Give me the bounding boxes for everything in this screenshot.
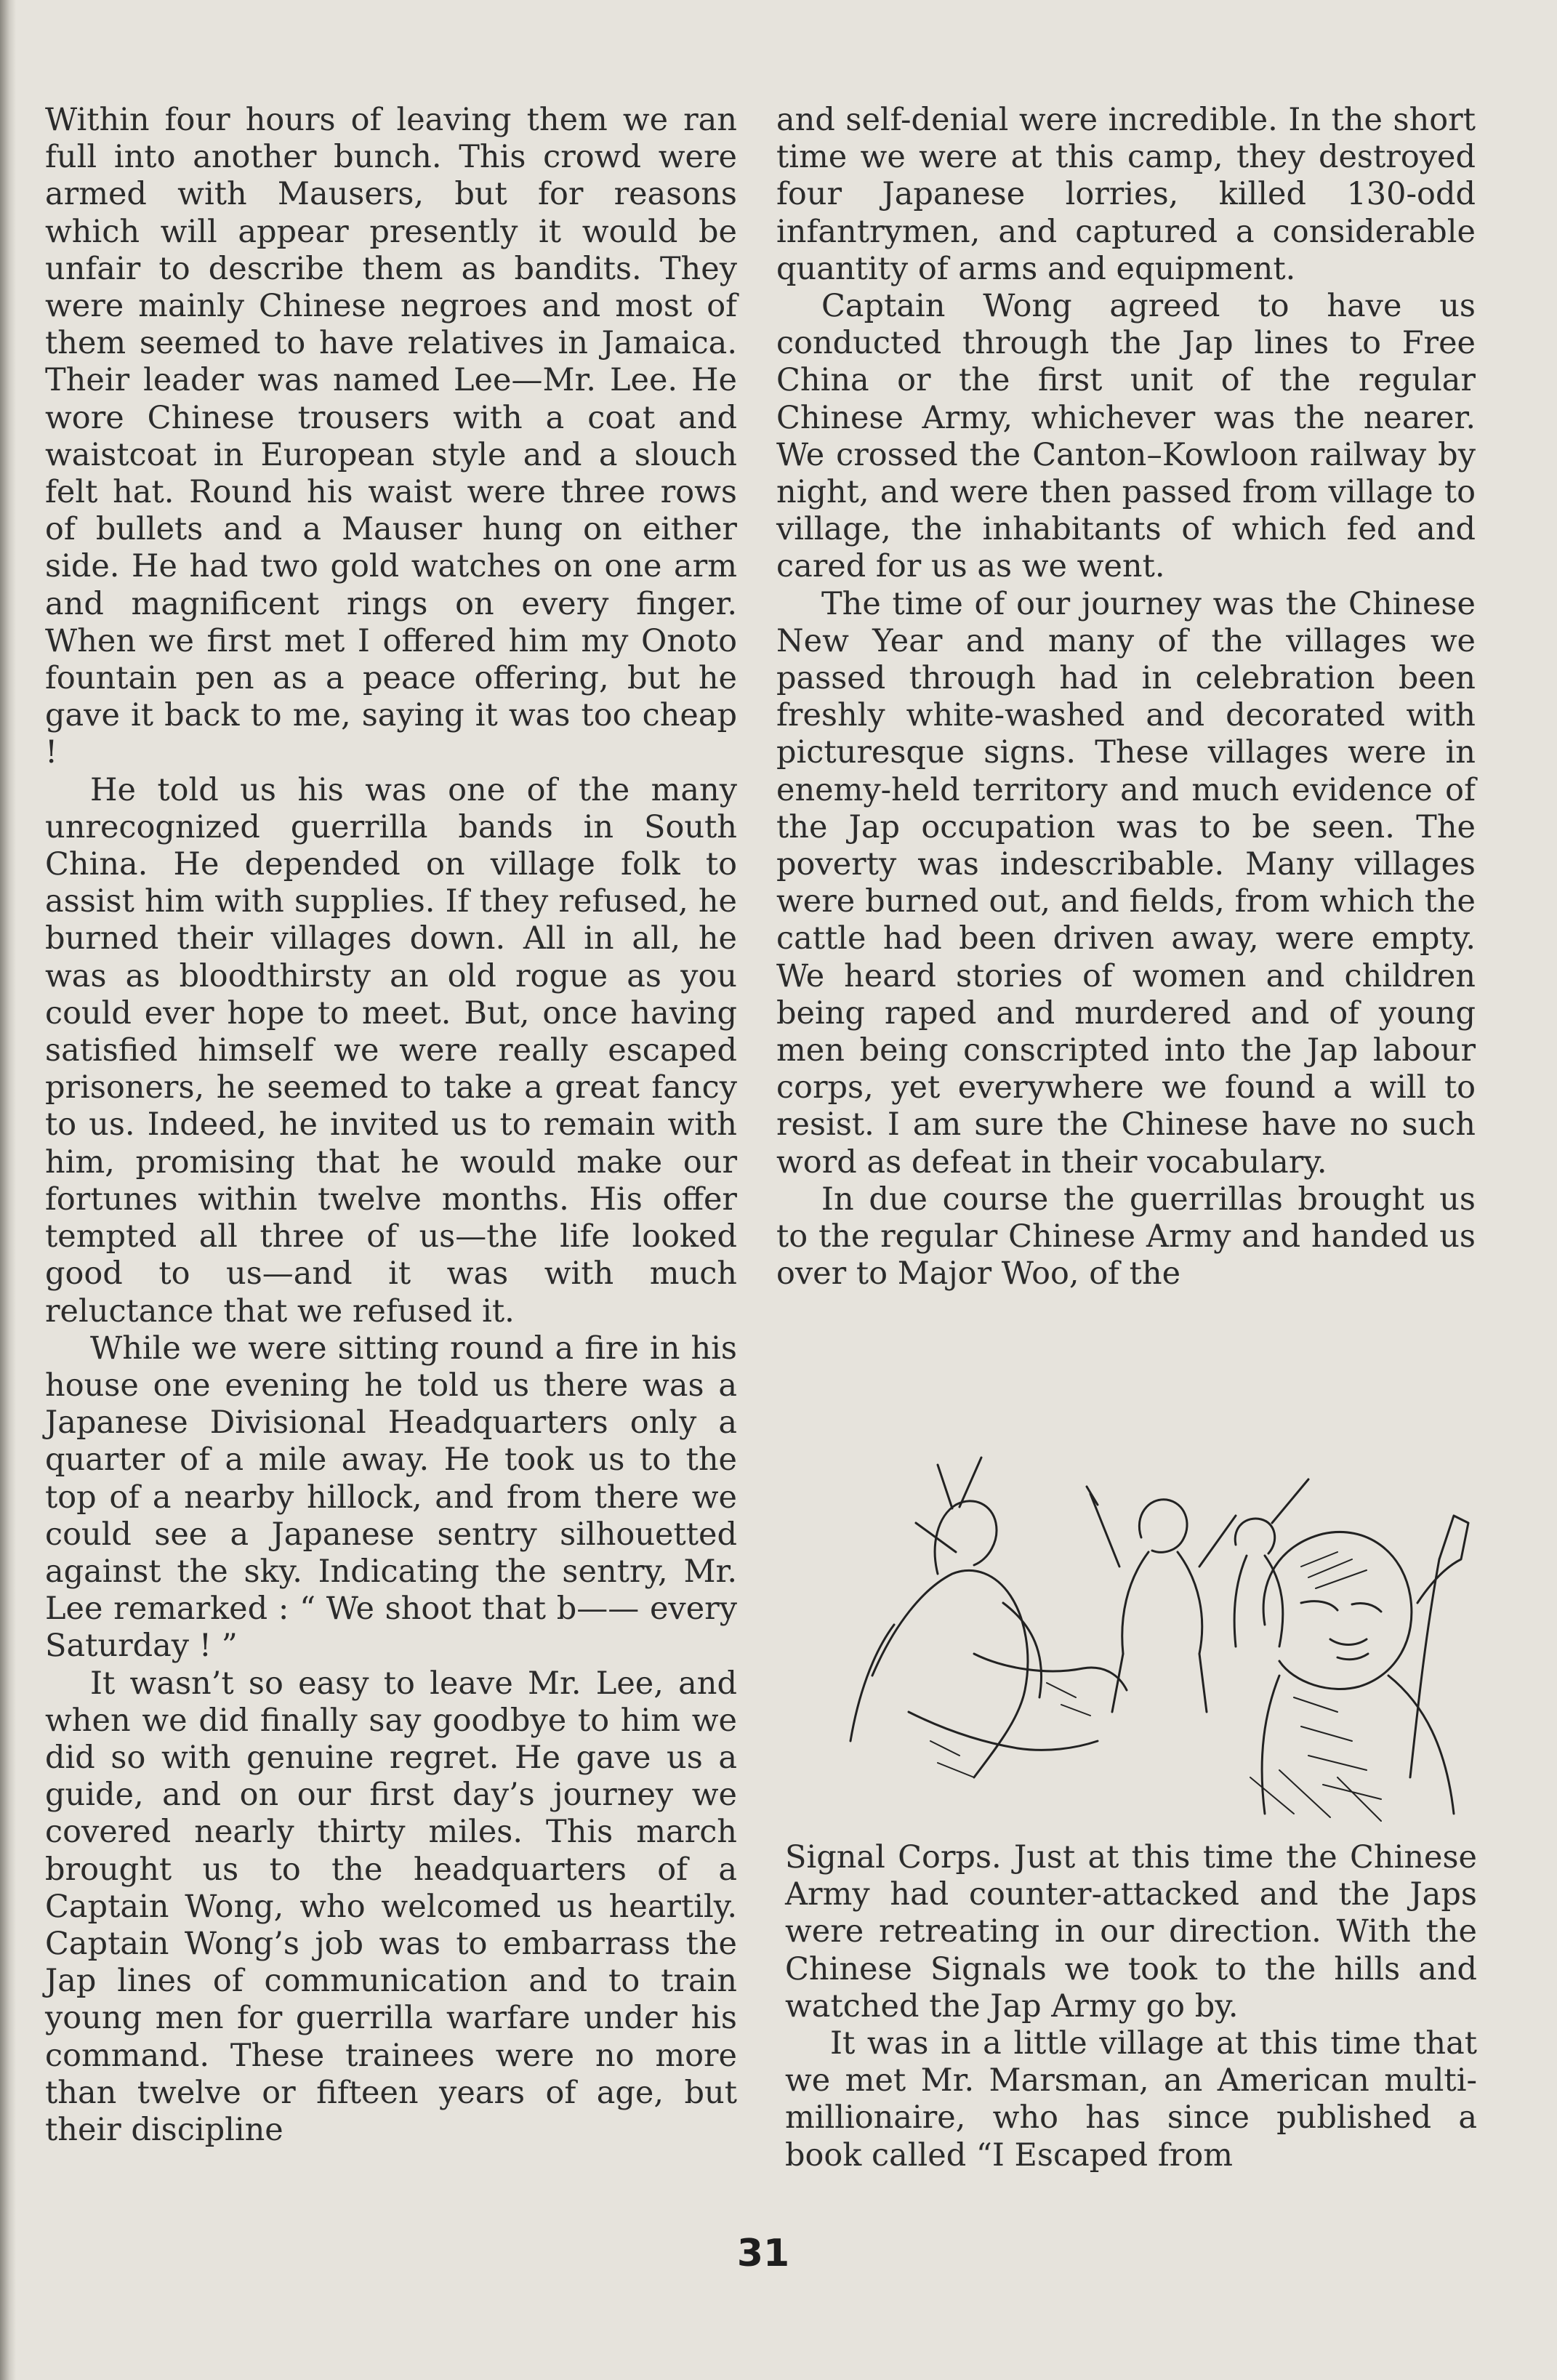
guerrilla-sketch-illustration <box>829 1436 1483 1832</box>
paragraph: Within four hours of leaving them we ran full into another bunch. This crowd were armed with Mausers, but for reasons which will appear presently it would be unfair to describe them as bandits. They were mainly Chinese negroes and most of them seemed to have relatives in Jamaica. Their leader was named Lee—Mr. Lee. He wore Chinese trousers with a coat and waistcoat in European style and a slouch felt hat. Round his waist were three rows of bullets and a Mauser hung on either side. He had two gold watches on one arm and magnificent rings on every finger. When we first met I offered him my Onoto fountain pen as a peace offering, but he gave it back to me, saying it was too cheap ! <box>45 102 737 771</box>
paragraph: He told us his was one of the many unrecognized guerrilla bands in South China. He depended on village folk to assist him with supplies. If they refused, he burned their villages down. All in all, he was as bloodthirsty an old rogue as you could ever hope to meet. But, once having satisfied himself we were really escaped prisoners, he seemed to take a great fancy to us. Indeed, he invited us to remain with him, promising that he would make our fortunes within twelve months. His offer tempted all three of us—the life looked good to us—and it was with much reluctance that we refused it. <box>45 771 737 1330</box>
paragraph: In due course the guerrillas brought us to the regular Chinese Army and handed us over to Major Woo, of the <box>776 1181 1476 1292</box>
left-text-column <box>45 102 737 2149</box>
right-text-column-top <box>776 102 1476 1293</box>
paragraph: It was in a little village at this time that we met Mr. Marsman, an American multi-millionaire, who has since published a book called “I Escaped from <box>785 2025 1477 2174</box>
paragraph: While we were sitting round a fire in his house one evening he told us there was a Japanese Divisional Headquarters only a quarter of a mile away. He took us to the top of a nearby hillock, and from there we could see a Japanese sentry silhouetted against the sky. Indicating the sentry, Mr. Lee remarked : “ We shoot that b—— every Saturday ! ” <box>45 1330 737 1665</box>
fighter-figure-rear <box>1235 1519 1274 1553</box>
paragraph: Signal Corps. Just at this time the Chinese Army had counter-attacked and the Japs were retreating in our direction. With the Chinese Signals we took to the hills and watched the Jap Army go by. <box>785 1839 1477 2025</box>
paragraph: and self-denial were incredible. In the short time we were at this camp, they destroyed four Japanese lorries, killed 130-odd infantrymen, and captured a considerable quantity of arms and equipment. <box>776 102 1476 287</box>
page-binding-shadow <box>0 0 16 2380</box>
paragraph: The time of our journey was the Chinese New Year and many of the villages we passed through had in celebration been freshly white-washed and decorated with picturesque signs. These villages were in enemy-held territory and much evidence of the Jap occupation was to be seen. The poverty was indescribable. Many villages were burned out, and fields, from which the cattle had been driven away, were empty. We heard stories of women and children being raped and murdered and of young men being conscripted into the Jap labour corps, yet everywhere we found a will to resist. I am sure the Chinese have no such word as defeat in their vocabulary. <box>776 585 1476 1181</box>
paragraph: It wasn’t so easy to leave Mr. Lee, and when we did finally say goodbye to him we did so with genuine regret. He gave us a guide, and on our first day’s journey we covered nearly thirty miles. This march brought us to the headquarters of a Captain Wong, who welcomed us heartily. Captain Wong’s job was to embarrass the Jap lines of communication and to train young men for guerrilla warfare under his command. These trainees were no more than twelve or fifteen years of age, but their discipline <box>45 1665 737 2148</box>
fighter-figure-middle <box>1139 1500 1187 1553</box>
right-text-column-bottom <box>785 1839 1477 2174</box>
page-number: 31 <box>736 2232 790 2275</box>
paragraph: Captain Wong agreed to have us conducted through the Jap lines to Free China or the first unit of the regular Chinese Army, whichever was the nearer. We crossed the Canton–Kowloon railway by night, and were then passed from village to village, the inhabitants of which fed and cared for us as we went. <box>776 288 1476 585</box>
